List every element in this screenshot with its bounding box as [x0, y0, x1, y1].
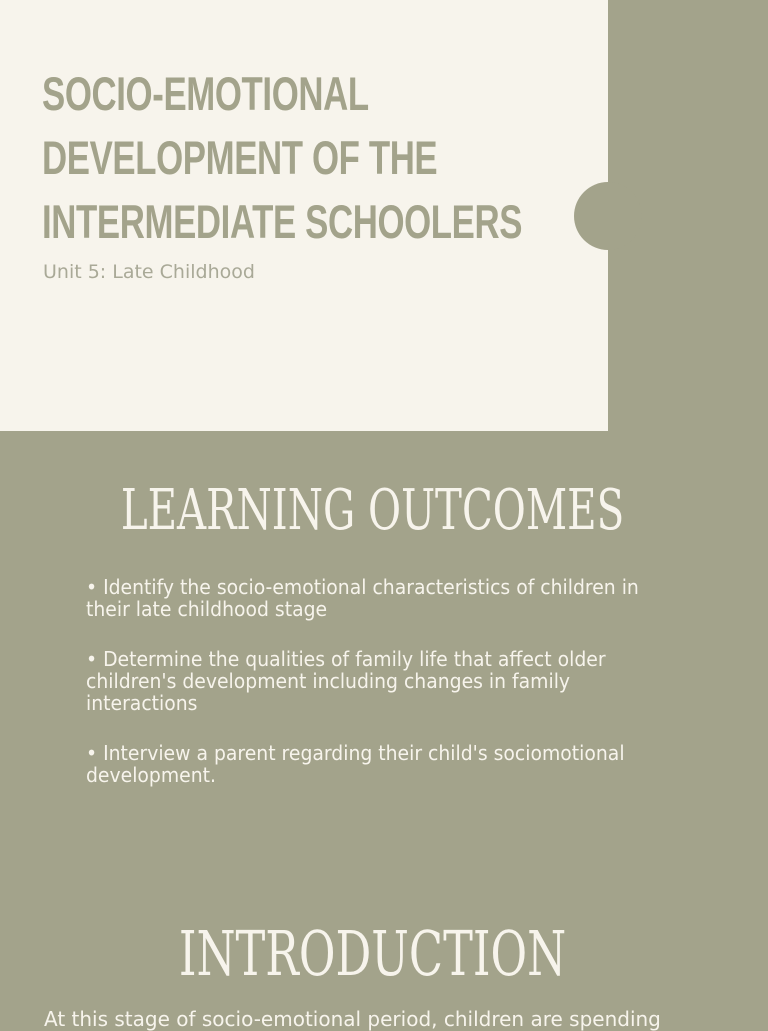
title-line: DEVELOPMENT OF THE — [42, 131, 438, 184]
introduction-text: At this stage of socio-emotional period, children are spending — [44, 1007, 661, 1031]
title-line: SOCIO-EMOTIONAL — [42, 67, 369, 120]
introduction-heading: INTRODUCTION — [178, 917, 567, 990]
title-card — [0, 0, 608, 431]
list-item: • Identify the socio-emotional characteristics of children in their late childhood stage — [86, 575, 639, 621]
learning-outcomes-heading: LEARNING OUTCOMES — [120, 478, 625, 543]
card-notch-decoration — [574, 182, 642, 250]
list-item: • Determine the qualities of family life that affect older children's development including changes in family interactions — [86, 647, 606, 715]
document-title — [42, 62, 523, 254]
learning-outcomes-list — [86, 576, 686, 814]
list-item: • Interview a parent regarding their child's sociomotional development. — [86, 741, 625, 787]
unit-label: Unit 5: Late Childhood — [43, 261, 255, 283]
title-line: INTERMEDIATE SCHOOLERS — [42, 195, 523, 248]
